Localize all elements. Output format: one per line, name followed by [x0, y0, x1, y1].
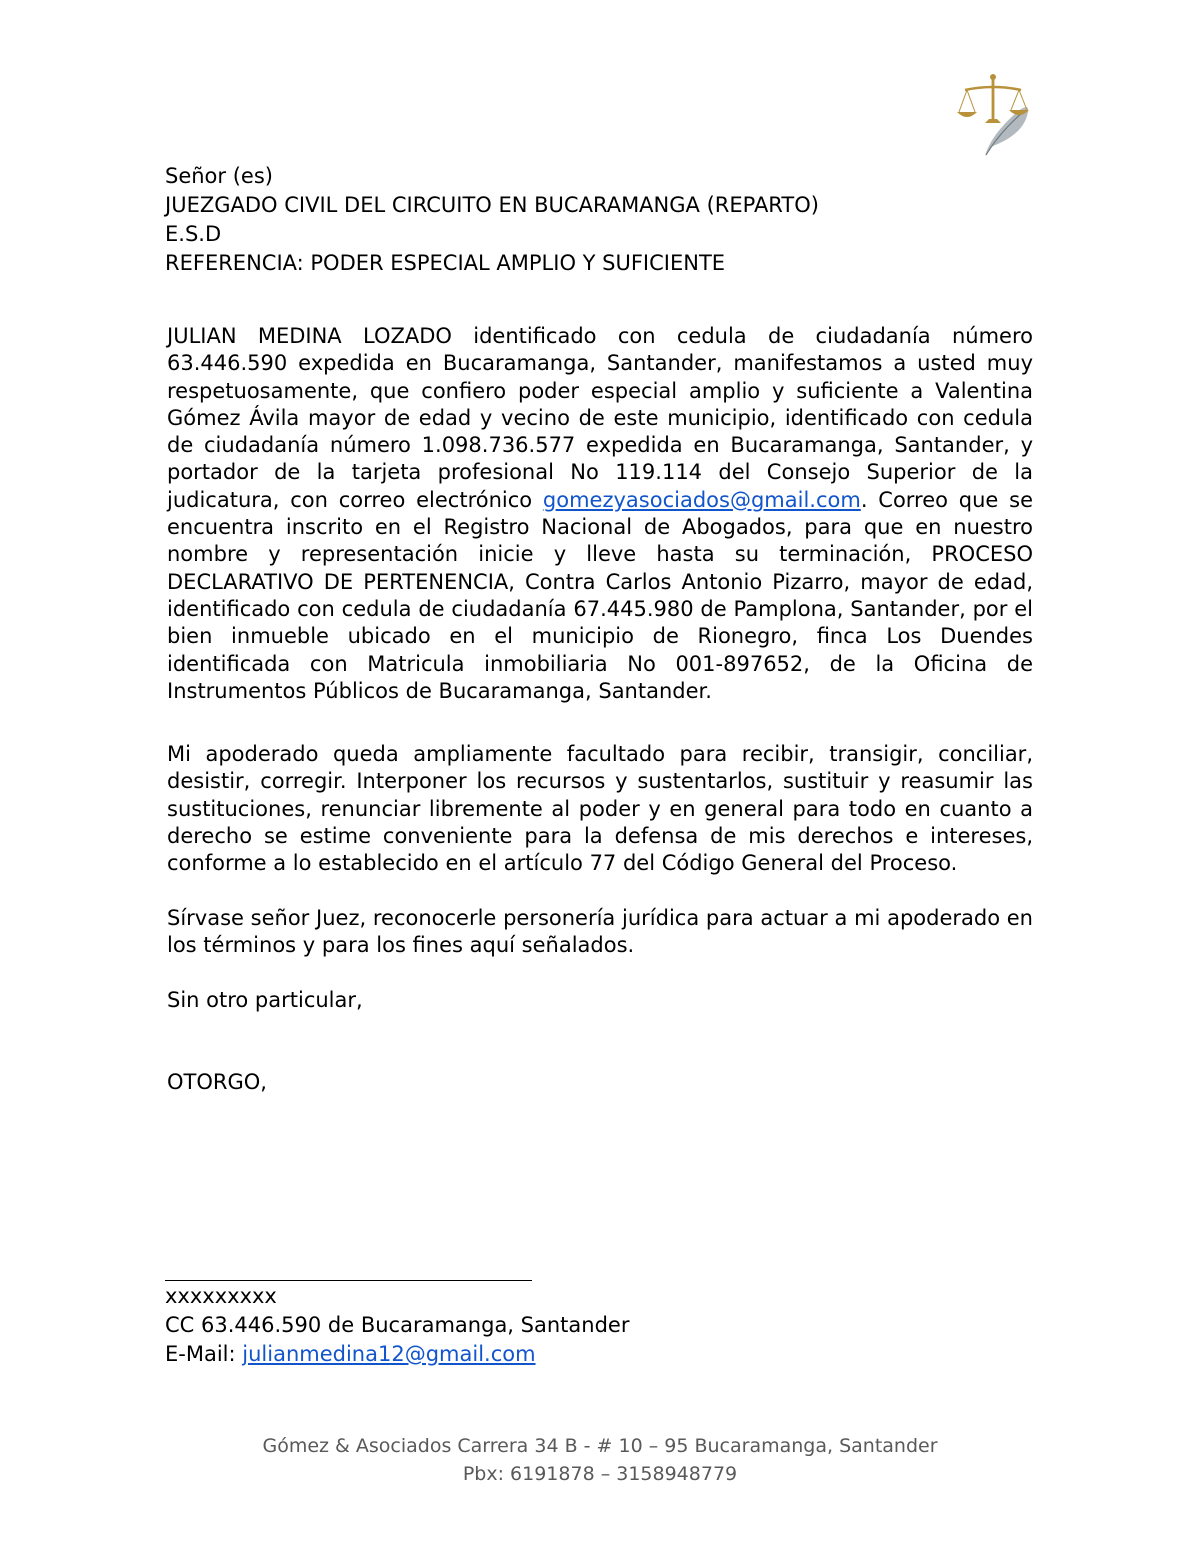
court-name: JUEZGADO CIVIL DEL CIRCUITO EN BUCARAMANGA (REPARTO)	[165, 193, 819, 217]
attorney-email-link[interactable]: gomezyasociados@gmail.com	[542, 487, 861, 512]
footer-address: Gómez & Asociados Carrera 34 B - # 10 – 95 Bucaramanga, Santander	[262, 1435, 938, 1457]
signer-id: CC 63.446.590 de Bucaramanga, Santander	[165, 1313, 630, 1337]
scales-of-justice-quill-icon	[955, 72, 1031, 160]
signature-line	[165, 1280, 532, 1281]
signer-email-row	[165, 1340, 629, 1369]
paragraph-text: JULIAN MEDINA LOZADO identificado con cedula de ciudadanía número 63.446.590 expedida en Bucaramanga, Santander, manifestamos a usted muy respetuosamente, que confiero poder especial amplio y suficiente a Valentina Gómez Ávila mayor de edad y vecino de este municipio, identificado con cedula de ciudadanía número 1.098.736.577 expedida en Bucaramanga, Santander, y portador de la tarjeta profesional No 119.114 del Consejo Superior de la judicatura, con correo electrónico	[167, 324, 1033, 512]
footer-phone: Pbx: 6191878 – 3158948779	[462, 1463, 738, 1485]
signer-name: xxxxxxxxx	[165, 1284, 277, 1308]
email-label: E-Mail:	[165, 1342, 243, 1366]
paragraph-text: . Correo que se encuentra inscrito en el Registro Nacional de Abogados, para que en nuestro nombre y representación inicie y lleve hasta su terminación, PROCESO DECLARATIVO DE PERTENENCIA, Contra Carlos Antonio Pizarro, mayor de edad, identificado con cedula de ciudadanía 67.445.980 de Pamplona, Santander, por el bien inmueble ubicado en el municipio de Rionegro, finca Los Duendes identificada con Matricula inmobiliaria No 001-897652, de la Oficina de Instrumentos Públicos de Bucaramanga, Santander.	[167, 487, 1033, 703]
reference-line: REFERENCIA: PODER ESPECIAL AMPLIO Y SUFICIENTE	[165, 251, 726, 275]
paragraph-power-grant	[167, 323, 1033, 705]
salutation: Señor (es)	[165, 164, 273, 188]
closing-line: Sin otro particular,	[167, 988, 363, 1013]
letter-header	[165, 162, 1045, 278]
signature-block	[165, 1282, 629, 1369]
letter-body	[167, 323, 1033, 1096]
signer-email-link[interactable]: julianmedina12@gmail.com	[242, 1342, 536, 1366]
grant-line: OTORGO,	[167, 1069, 267, 1094]
page-footer	[0, 1432, 1200, 1488]
esd-line: E.S.D	[165, 222, 222, 246]
paragraph-request: Sírvase señor Juez, reconocerle personería jurídica para actuar a mi apoderado en los términos y para los fines aquí señalados.	[167, 905, 1033, 957]
paragraph-faculties: Mi apoderado queda ampliamente facultado para recibir, transigir, conciliar, desistir, corregir. Interponer los recursos y sustentarlos, sustituir y reasumir las sustituciones, renunciar libremente al poder y en general para todo en cuanto a derecho se estime conveniente para la defensa de mis derechos e intereses, conforme a lo establecido en el artículo 77 del Código General del Proceso.	[167, 742, 1033, 876]
